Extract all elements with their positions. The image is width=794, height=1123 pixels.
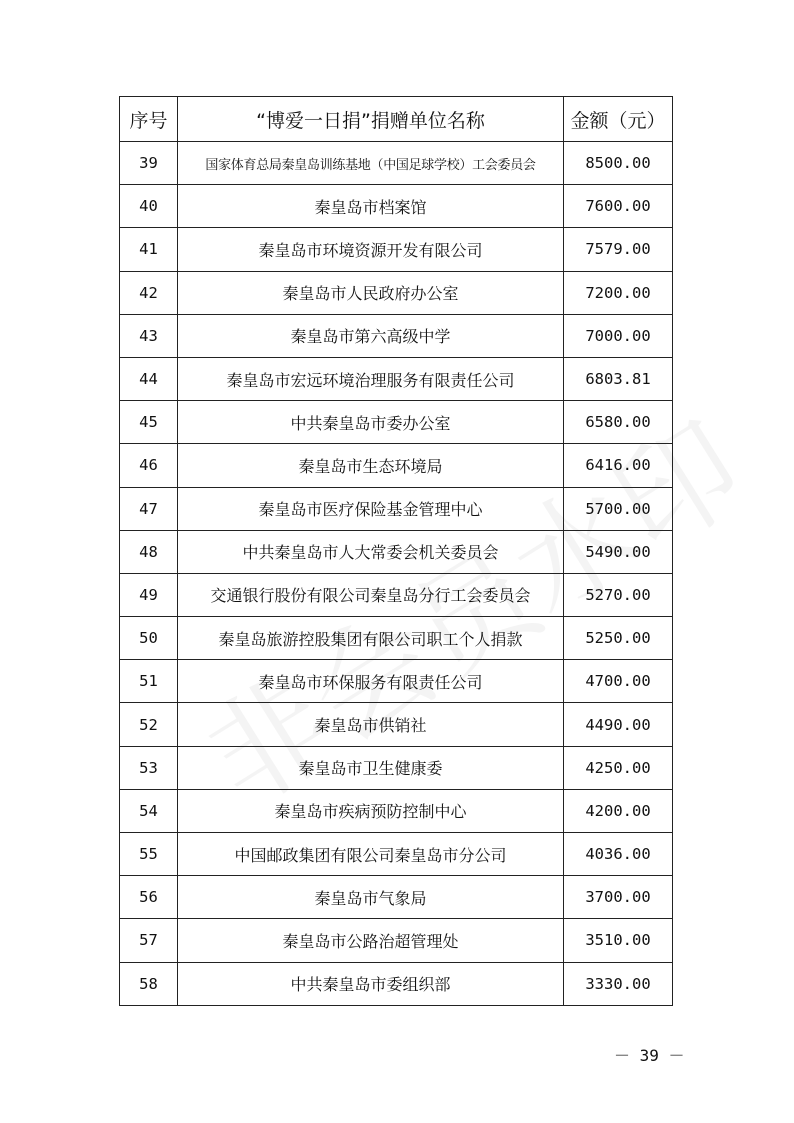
- table-row: [120, 660, 673, 703]
- row-seq: 48: [120, 530, 178, 573]
- row-amount: 3330.00: [564, 962, 673, 1005]
- row-amount: 7000.00: [564, 314, 673, 357]
- row-name: 秦皇岛市第六高级中学: [178, 314, 564, 357]
- row-name: 秦皇岛市生态环境局: [178, 444, 564, 487]
- row-amount: 5700.00: [564, 487, 673, 530]
- row-amount: 3510.00: [564, 919, 673, 962]
- row-amount: 4250.00: [564, 746, 673, 789]
- table-row: [120, 185, 673, 228]
- row-amount: 5270.00: [564, 573, 673, 616]
- row-name: 秦皇岛市供销社: [178, 703, 564, 746]
- row-seq: 52: [120, 703, 178, 746]
- row-seq: 56: [120, 876, 178, 919]
- row-seq: 58: [120, 962, 178, 1005]
- row-seq: 55: [120, 833, 178, 876]
- table-row: [120, 487, 673, 530]
- table-row: [120, 876, 673, 919]
- row-name: 中共秦皇岛市委办公室: [178, 401, 564, 444]
- row-seq: 42: [120, 271, 178, 314]
- row-name: 秦皇岛市公路治超管理处: [178, 919, 564, 962]
- row-seq: 45: [120, 401, 178, 444]
- table-row: [120, 401, 673, 444]
- row-seq: 47: [120, 487, 178, 530]
- row-name: 秦皇岛市环境资源开发有限公司: [178, 228, 564, 271]
- row-amount: 7200.00: [564, 271, 673, 314]
- row-amount: 8500.00: [564, 142, 673, 185]
- row-amount: 6803.81: [564, 357, 673, 400]
- row-amount: 4700.00: [564, 660, 673, 703]
- table-row: [120, 919, 673, 962]
- donation-table: [119, 96, 673, 1006]
- table-row: [120, 617, 673, 660]
- table-row: [120, 746, 673, 789]
- row-amount: 6416.00: [564, 444, 673, 487]
- table-row: [120, 962, 673, 1005]
- row-amount: 4200.00: [564, 789, 673, 832]
- row-seq: 53: [120, 746, 178, 789]
- row-name: 秦皇岛市档案馆: [178, 185, 564, 228]
- row-seq: 46: [120, 444, 178, 487]
- row-seq: 43: [120, 314, 178, 357]
- row-seq: 51: [120, 660, 178, 703]
- row-name: 中国邮政集团有限公司秦皇岛市分公司: [178, 833, 564, 876]
- table-row: [120, 314, 673, 357]
- row-name: 中共秦皇岛市委组织部: [178, 962, 564, 1005]
- row-name: 秦皇岛市环保服务有限责任公司: [178, 660, 564, 703]
- table-row: [120, 142, 673, 185]
- row-name: 秦皇岛市卫生健康委: [178, 746, 564, 789]
- row-amount: 5250.00: [564, 617, 673, 660]
- row-name: 国家体育总局秦皇岛训练基地（中国足球学校）工会委员会: [178, 142, 564, 185]
- table-row: [120, 703, 673, 746]
- header-seq: 序号: [120, 97, 178, 142]
- table-row: [120, 530, 673, 573]
- row-name: 秦皇岛旅游控股集团有限公司职工个人捐款: [178, 617, 564, 660]
- row-name: 秦皇岛市医疗保险基金管理中心: [178, 487, 564, 530]
- header-amount: 金额（元）: [564, 97, 673, 142]
- row-name: 中共秦皇岛市人大常委会机关委员会: [178, 530, 564, 573]
- page-number: － 39 －: [614, 1046, 685, 1065]
- header-name: “博爱一日捐”捐赠单位名称: [178, 97, 564, 142]
- row-seq: 50: [120, 617, 178, 660]
- row-amount: 4490.00: [564, 703, 673, 746]
- row-name: 秦皇岛市疾病预防控制中心: [178, 789, 564, 832]
- row-seq: 40: [120, 185, 178, 228]
- row-seq: 57: [120, 919, 178, 962]
- row-name: 秦皇岛市气象局: [178, 876, 564, 919]
- table-header-row: [120, 97, 673, 142]
- row-seq: 39: [120, 142, 178, 185]
- table-row: [120, 789, 673, 832]
- row-amount: 7600.00: [564, 185, 673, 228]
- row-amount: 6580.00: [564, 401, 673, 444]
- row-amount: 5490.00: [564, 530, 673, 573]
- row-name: 秦皇岛市人民政府办公室: [178, 271, 564, 314]
- row-amount: 7579.00: [564, 228, 673, 271]
- table-row: [120, 271, 673, 314]
- row-amount: 4036.00: [564, 833, 673, 876]
- row-seq: 44: [120, 357, 178, 400]
- row-amount: 3700.00: [564, 876, 673, 919]
- row-seq: 49: [120, 573, 178, 616]
- table-row: [120, 357, 673, 400]
- table-row: [120, 573, 673, 616]
- row-seq: 41: [120, 228, 178, 271]
- table-row: [120, 444, 673, 487]
- table-row: [120, 228, 673, 271]
- row-name: 交通银行股份有限公司秦皇岛分行工会委员会: [178, 573, 564, 616]
- row-name: 秦皇岛市宏远环境治理服务有限责任公司: [178, 357, 564, 400]
- table-row: [120, 833, 673, 876]
- row-seq: 54: [120, 789, 178, 832]
